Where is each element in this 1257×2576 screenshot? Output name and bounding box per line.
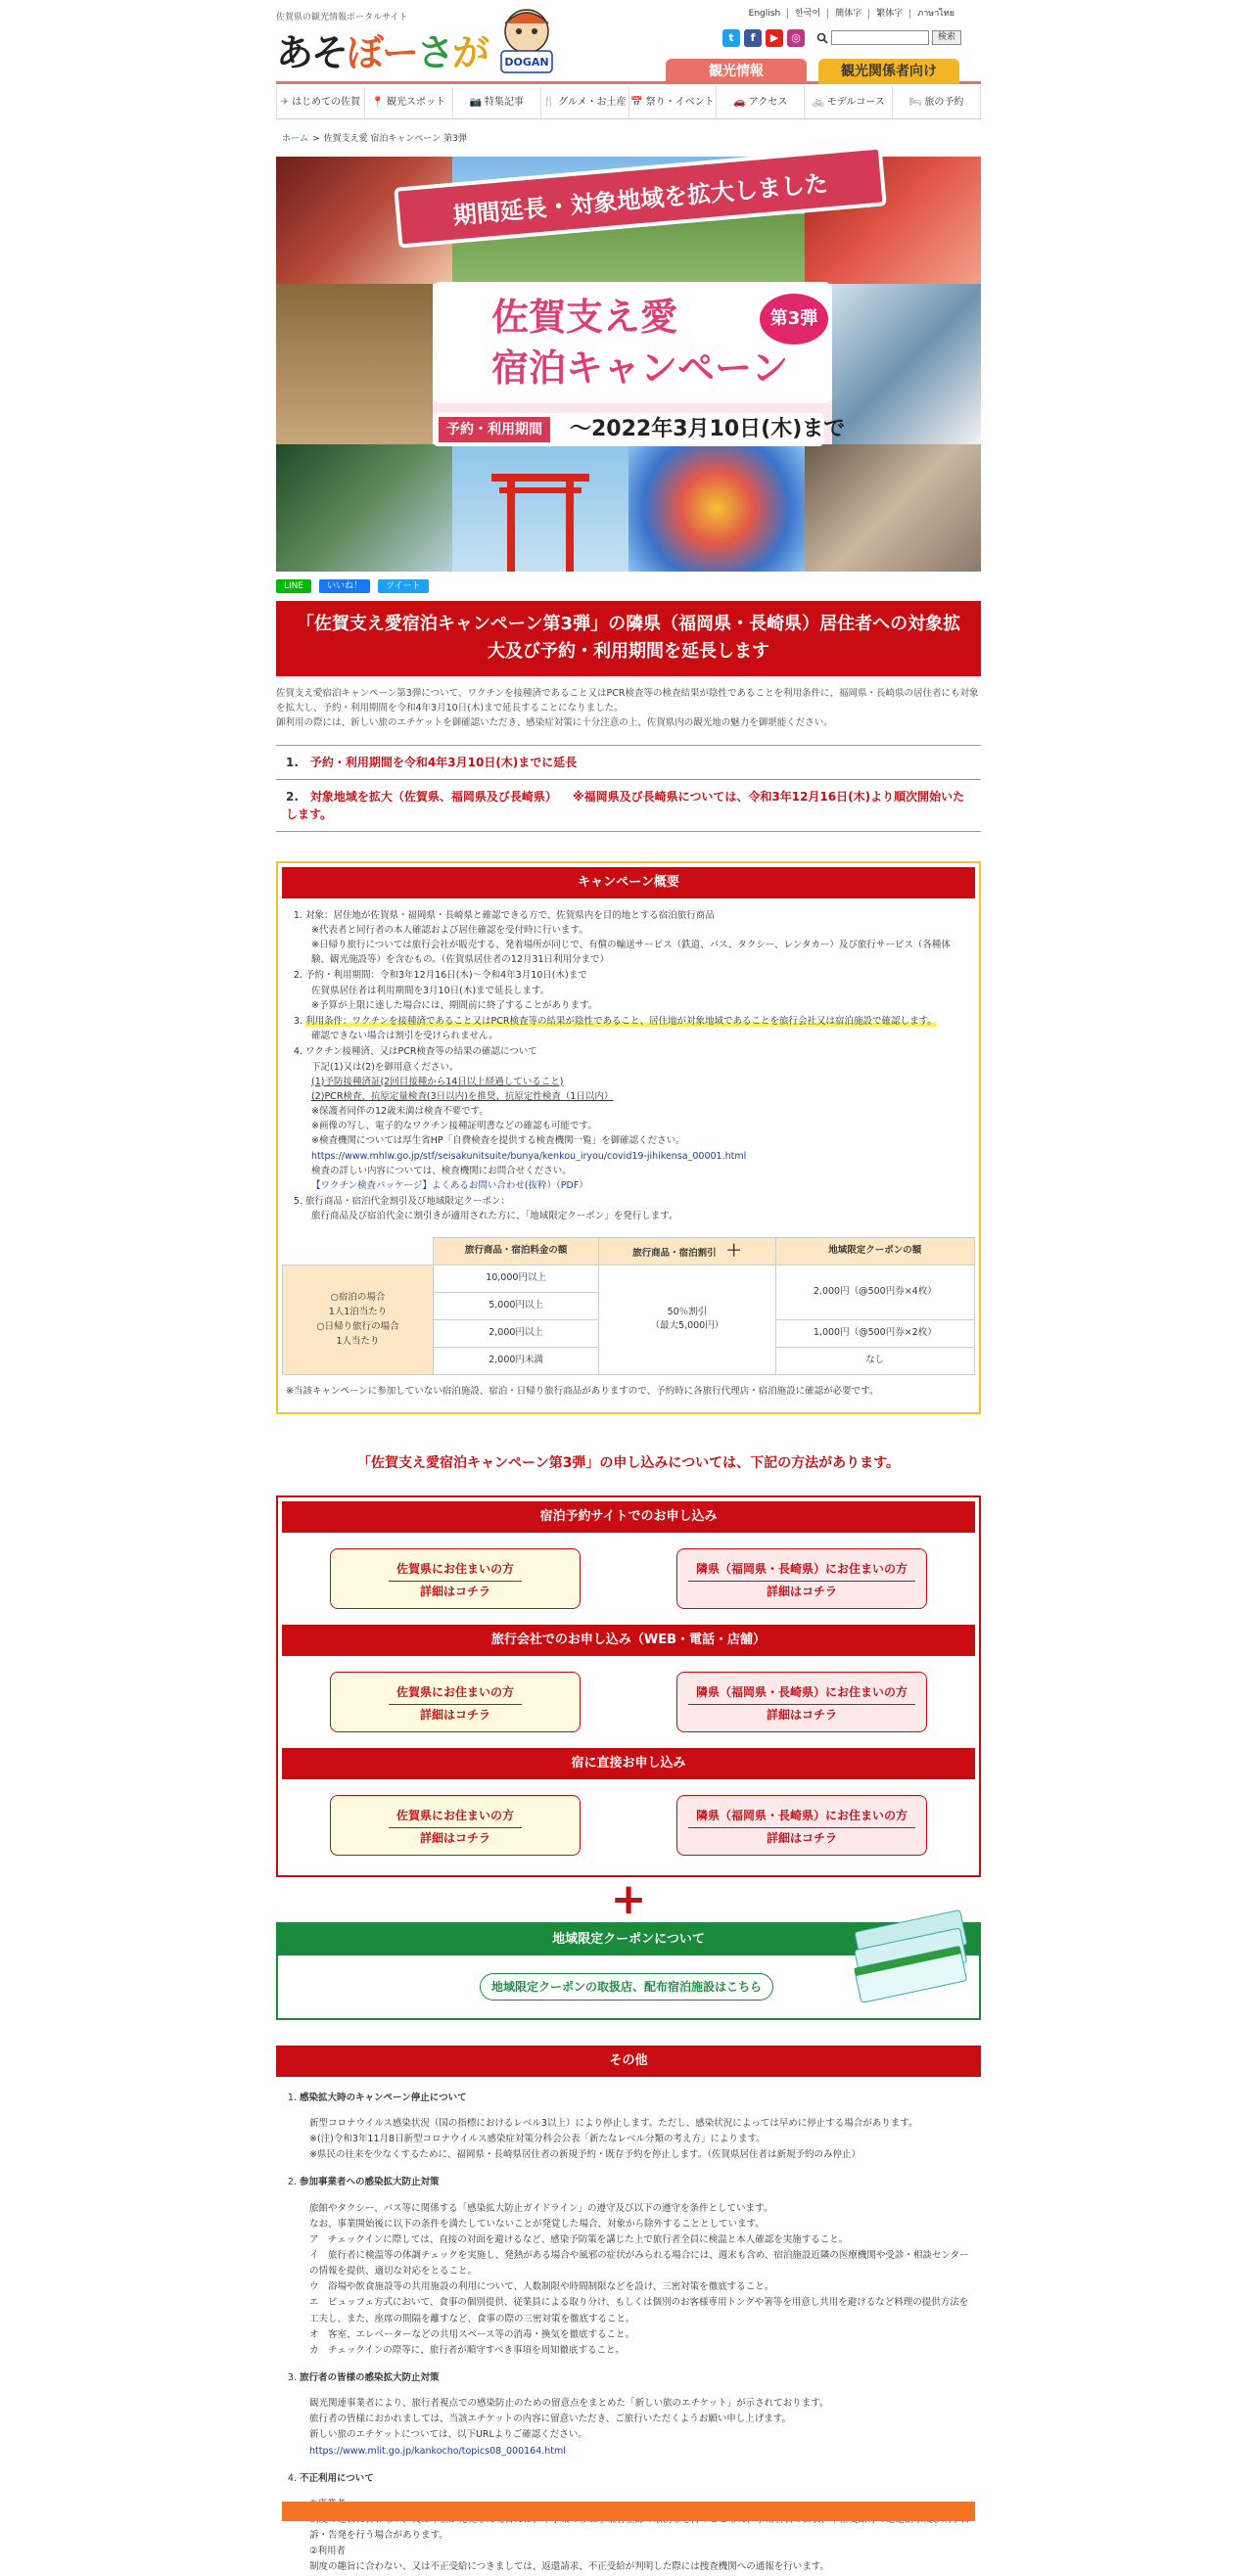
hero-tile-onsen	[276, 444, 452, 572]
twitter-icon[interactable]: t	[722, 29, 740, 47]
coupon-section-title: 地域限定クーポンについて	[278, 1924, 979, 1955]
other-item: 4. 不正利用について 訴・告発を行う場合があります。 ②利用者 制度の趣旨に合わない、又は不正受給につきましては、返還請求、不正受給が判明した際には捜査機関への通報を行います。	[300, 2471, 971, 2576]
plane-icon: ✈	[280, 97, 290, 108]
instagram-icon[interactable]: ◎	[787, 29, 805, 47]
search-input[interactable]	[831, 30, 929, 45]
nav-label: グルメ・お土産	[558, 97, 627, 108]
site-logo[interactable]: あそぼーさが	[276, 31, 489, 74]
coupon-section	[276, 1922, 981, 2020]
coupon-shops-button[interactable]: 地域限定クーポンの取扱店、配布宿泊施設はこちら	[480, 1973, 773, 2001]
mlit-etiquette-link[interactable]: https://www.mlit.go.jp/kankocho/topics08_000164.html	[309, 2445, 566, 2457]
campaign-conditions-list	[278, 902, 979, 1231]
apply-intro: 「佐賀支え愛宿泊キャンペーン第3弾」の申し込みについては、下記の方法があります。	[356, 1454, 901, 1471]
plus-icon: ＋	[725, 1241, 742, 1261]
search-icon	[816, 32, 828, 44]
table-header: 地域限定クーポンの額	[775, 1237, 974, 1265]
nav-label: 祭り・イベント	[645, 97, 715, 108]
lang-traditional-chinese[interactable]: 繁体字	[868, 9, 909, 19]
condition-item: 5. 旅行商品・宿泊代金割引及び地域限定クーポン： 旅行商品及び宿泊代金に割引きが適用された方に、「地域限定クーポン」を発行します。	[305, 1194, 965, 1223]
key-point: 2. 対象地域を拡大（佐賀県、福岡県及び長崎県） ※福岡県及び長崎県については、令和3年12月16日(木)より順次開始いたします。	[276, 780, 981, 832]
vaccine-package-pdf-link[interactable]: 【ワクチン検査パッケージ】よくあるお問い合わせ(抜粋）（PDF）	[311, 1180, 588, 1192]
other-item: 3. 旅行者の皆様の感染拡大防止対策 観光関連事業者により、旅行者視点での感染防止のための留意点をまとめた「新しい旅のエチケット」が示されております。 旅行者の皆様におかれましては、当該エチケットの内容に留意いただき、ご旅行いただくようお願い申し上げます。 新しい旅のエチケットについては、以下URLよりご確認ください。 https://www.mlit.go.jp/kankocho/topics08_000164.html	[300, 2370, 971, 2460]
hero-tile-kimono	[276, 284, 433, 444]
fork-knife-icon: 🍴	[542, 97, 556, 108]
car-icon: 🚗	[733, 97, 746, 108]
apply-button-row	[282, 1656, 975, 1748]
mhlw-link[interactable]: https://www.mhlw.go.jp/stf/seisakunitsuite/bunya/kenkou_iryou/covid19-jihikensa_00001.html	[311, 1150, 747, 1162]
nav-item-features[interactable]	[452, 86, 540, 118]
other-item: 2. 参加事業者への感染拡大防止対策 旅館やタクシー、バス等に関係する「感染拡大防止ガイドライン」の遵守及び以下の遵守を条件としています。 なお、事業開始後に以下の条件を満たしていないことが発覚した場合、対象から除外することとしています。 ア チェックインに際しては、直接の対面を避けるなど、感染予防策を講じた上で旅行者全員に検温と本人確認を実施すること。 イ 旅行者に検温等の体調チェックを実施し、発熱がある場合や風邪の症状がみられる場合には、週末も含め、宿泊施設近隣の医療機関や受診・相談センター の情報を提供、適切な対応をとること。 ウ 浴場や飲食施設等の共用施設の利用について、人数制限や時間制限などを設け、三密対策を徹底すること。 エ ビュッフェ方式において、食事の個別提供、従業員による取り分け、もしくは個別のお客様専用トングや箸等を用意し共用を避けるなど料理の提供方法を工夫し、また、座席の間隔を離すなど、食事の際の三密対策を徹底すること。 オ 客室、エレベーターなどの共用スペース等の消毒・換気を徹底すること。 カ チェックインの際等に、旅行者が順守すべき事項を周知徹底すること。	[300, 2175, 971, 2359]
site-search	[816, 30, 961, 45]
lang-simplified-chinese[interactable]: 簡体字	[827, 9, 868, 19]
hero-date-value: 〜2022年3月10日(木)まで	[570, 416, 846, 441]
other-section-title: その他	[276, 2046, 981, 2077]
discount-table	[282, 1237, 975, 1375]
mascot-label: DOGAN	[504, 56, 549, 69]
table-cell: 2,000円以上	[434, 1319, 599, 1347]
table-cell: 10,000円以上	[434, 1265, 599, 1292]
table-header: 旅行商品・宿泊料金の額	[434, 1237, 599, 1265]
nav-item-access[interactable]	[716, 86, 804, 118]
apply-section-title: 宿に直接お申し込み	[282, 1748, 975, 1779]
bicycle-icon: 🚲	[812, 97, 824, 108]
table-cell: 5,000円以上	[434, 1292, 599, 1319]
bed-icon: 🛏	[908, 97, 922, 108]
hero-title-line2: 宿泊キャンペーン	[491, 345, 789, 390]
nav-label: 旅の予約	[924, 97, 964, 108]
table-cell: 2,000円（@500円券×4枚）	[775, 1265, 974, 1319]
table-cell: なし	[775, 1347, 974, 1374]
breadcrumb-home[interactable]: ホーム	[282, 134, 309, 144]
plus-icon: +	[610, 1873, 647, 1924]
share-buttons	[276, 579, 981, 593]
apply-section-title: 旅行会社でのお申し込み（WEB・電話・店舗）	[282, 1625, 975, 1656]
condition-item: 4. ワクチン接種済、又はPCR検査等の結果の確認について 下記(1)又は(2)を御用意ください。 (1)予防接種済証(2回目接種から14日以上経過していること) (2)PCR検査、抗原定量検査(3日以内)を推奨、抗原定性検査（1日以内） ※保護者同伴の12歳未満は検査不要です。 ※画像の写し、電子的なワクチン接種証明書などの確認も可能です。 ※検査機関については厚生省HP「自費検査を提供する検査機関一覧」を御確認ください。 https://www.mhlw.go.jp/stf/seisakunitsuite/bunya/kenkou_iryou/covid19-jihikensa_00001.html 検査の詳しい内容については、検査機関にお問合せください。 【ワクチン検査パッケージ】よくあるお問い合わせ(抜粋）（PDF）	[305, 1044, 965, 1193]
direct-neighbor-button[interactable]: 隣県（福岡県・長崎県）にお住まいの方 詳細はコチラ	[676, 1795, 927, 1856]
nav-item-first-time[interactable]	[276, 86, 364, 118]
apply-button-row	[282, 1779, 975, 1871]
line-share-button[interactable]: LINE	[276, 579, 311, 593]
hero-tile-balloon	[628, 444, 805, 572]
lang-korean[interactable]: 한국어	[787, 9, 827, 19]
youtube-icon[interactable]: ▶	[766, 29, 783, 47]
nav-label: 観光スポット	[387, 97, 446, 108]
nav-label: アクセス	[748, 97, 788, 108]
facebook-like-button[interactable]: いいね！	[319, 579, 370, 593]
table-row-label: ○宿泊の場合 1人1泊当たり ○日帰り旅行の場合 1人当たり	[283, 1265, 434, 1374]
lang-thai[interactable]: ภาษาไทย	[909, 9, 961, 19]
intro-paragraph: 佐賀支え愛宿泊キャンペーン第3弾について、ワクチンを接種済であること又はPCR検査等の検査結果が陰性であることを利用条件に、福岡県・長崎県の居住者にも対象を拡大し、予約・利用期間を令和4年3月10日(木)まで延長することになりました。	[276, 688, 979, 714]
intro-paragraph: 御利用の際には、新しい旅のエチケットを御確認いただき、感染症対策に十分注意の上、佐賀県内の観光地の魅力を御堪能ください。	[276, 717, 833, 729]
apply-button-row	[282, 1533, 975, 1625]
key-points	[276, 745, 981, 832]
hero-date-label: 予約・利用期間	[439, 417, 550, 442]
tweet-button[interactable]: ツイート	[378, 579, 429, 593]
site-tagline: 佐賀県の観光情報ポータルサイト	[276, 13, 408, 23]
nav-item-events[interactable]	[628, 86, 717, 118]
direct-saga-button[interactable]: 佐賀県にお住まいの方 詳細はコチラ	[330, 1795, 581, 1856]
breadcrumb	[282, 133, 975, 147]
campaign-note: ※当該キャンペーンに参加していない宿泊施設、宿泊・日帰り旅行商品がありますので、予約時に各旅行代理店・宿泊施設に確認が必要です。	[286, 1385, 879, 1397]
torii-illustration	[452, 444, 628, 572]
nav-label: モデルコース	[826, 97, 885, 108]
bottom-orange-banner[interactable]	[282, 2502, 975, 2521]
language-switcher	[742, 8, 961, 22]
breadcrumb-current: 佐賀支え愛 宿泊キャンペーン 第3弾	[323, 134, 467, 144]
mascot-logo	[488, 2, 566, 82]
nav-item-spots[interactable]	[364, 86, 452, 118]
other-item: 1. 感染拡大時のキャンペーン停止について 新型コロナウイルス感染状況（国の指標におけるレベル3以上）により停止します。ただし、感染状況によっては早めに停止する場合があります。 ※(注)令和3年11月8日新型コロナウイルス感染症対策分科会公表「新たなレベル分類の考え方」によります。 ※県民の往来を少なくするために、福岡県・長崎県居住者の新規予約・既存予約を停止します。（佐賀県居住者は新規予約のみ停止）	[300, 2091, 971, 2164]
nav-label: はじめての佐賀	[292, 97, 361, 108]
search-button[interactable]: 検索	[932, 30, 961, 45]
global-nav	[276, 86, 981, 119]
facebook-icon[interactable]: f	[744, 29, 762, 47]
travel-agency-neighbor-button[interactable]: 隣県（福岡県・長崎県）にお住まいの方 詳細はコチラ	[676, 1672, 927, 1732]
social-links	[722, 29, 805, 47]
calendar-icon: 📅	[630, 97, 643, 108]
travel-agency-saga-button[interactable]: 佐賀県にお住まいの方 詳細はコチラ	[330, 1672, 581, 1732]
breadcrumb-separator: >	[312, 134, 320, 144]
tab-business[interactable]: 観光関係者向け	[818, 59, 959, 84]
hero-third-badge: 第3弾	[760, 294, 828, 345]
nav-item-model-course[interactable]	[804, 86, 892, 118]
condition-item: 2. 予約・利用期間：令和3年12月16日(木)～令和4年3月10日(木)まで 佐賀県居住者は利用期間を3月10日(木)まで延長します。 ※予算が上限に達した場合には、期間前に終了することがあります。	[305, 968, 965, 1013]
hero-tile-fish	[805, 444, 981, 572]
nav-label: 特集記事	[484, 97, 524, 108]
lang-english[interactable]: English	[748, 9, 781, 19]
camera-icon: 📷	[469, 97, 482, 108]
intro-text	[276, 686, 981, 731]
nav-item-booking[interactable]	[892, 86, 981, 118]
coupon-tickets-image	[842, 1910, 989, 2008]
table-cell: 2,000円未満	[434, 1347, 599, 1374]
booking-site-neighbor-button[interactable]: 隣県（福岡県・長崎県）にお住まいの方 詳細はコチラ	[676, 1548, 927, 1609]
condition-item: 3. 利用条件：ワクチンを接種済であること又はPCR検査等の結果が陰性であること、居住地が対象地域であることを旅行会社又は宿泊施設で確認します。 確認できない場合は割引を受けられません。	[305, 1014, 965, 1043]
pin-icon: 📍	[371, 97, 385, 108]
campaign-overview-title: キャンペーン概要	[282, 867, 975, 898]
nav-item-gourmet[interactable]	[540, 86, 628, 118]
campaign-overview	[276, 861, 981, 1414]
hero-extension-band: 期間延長・対象地域を拡大しました	[394, 145, 887, 248]
site-header	[276, 0, 981, 84]
condition-item: 1. 対象：居住地が佐賀県・福岡県・長崎県と確認できる方で、佐賀県内を目的地とする宿泊旅行商品 ※代表者と同行者の本人確認および居住確認を受付時に行います。 ※日帰り旅行については旅行会社が販売する、発着場所が同じで、有償の輸送サービス（鉄道、バス、タクシー、レンタカー）及び旅行サービス（各種体験、観光施設等）を含むもの。（佐賀県居住者の12月31日利用分まで）	[305, 908, 965, 968]
apply-section-title: 宿泊予約サイトでのお申し込み	[282, 1501, 975, 1533]
table-header: 旅行商品・宿泊割引 ＋	[599, 1237, 775, 1265]
page-title: 「佐賀支え愛宿泊キャンペーン第3弾」の隣県（福岡県・長崎県）居住者への対象拡大及び予約・利用期間を延長します	[276, 601, 981, 677]
booking-site-saga-button[interactable]: 佐賀県にお住まいの方 詳細はコチラ	[330, 1548, 581, 1609]
table-cell: 50％割引 （最大5,000円）	[599, 1265, 775, 1374]
campaign-hero-banner	[276, 157, 981, 572]
tab-tourism[interactable]: 観光情報	[666, 59, 807, 84]
apply-methods	[276, 1495, 981, 1877]
hero-title-line1: 佐賀支え愛	[491, 295, 678, 339]
key-point: 1. 予約・利用期間を令和4年3月10日(木)までに延長	[276, 746, 981, 780]
hero-tile-pottery	[832, 284, 981, 444]
table-cell: 1,000円（@500円券×2枚）	[775, 1319, 974, 1347]
